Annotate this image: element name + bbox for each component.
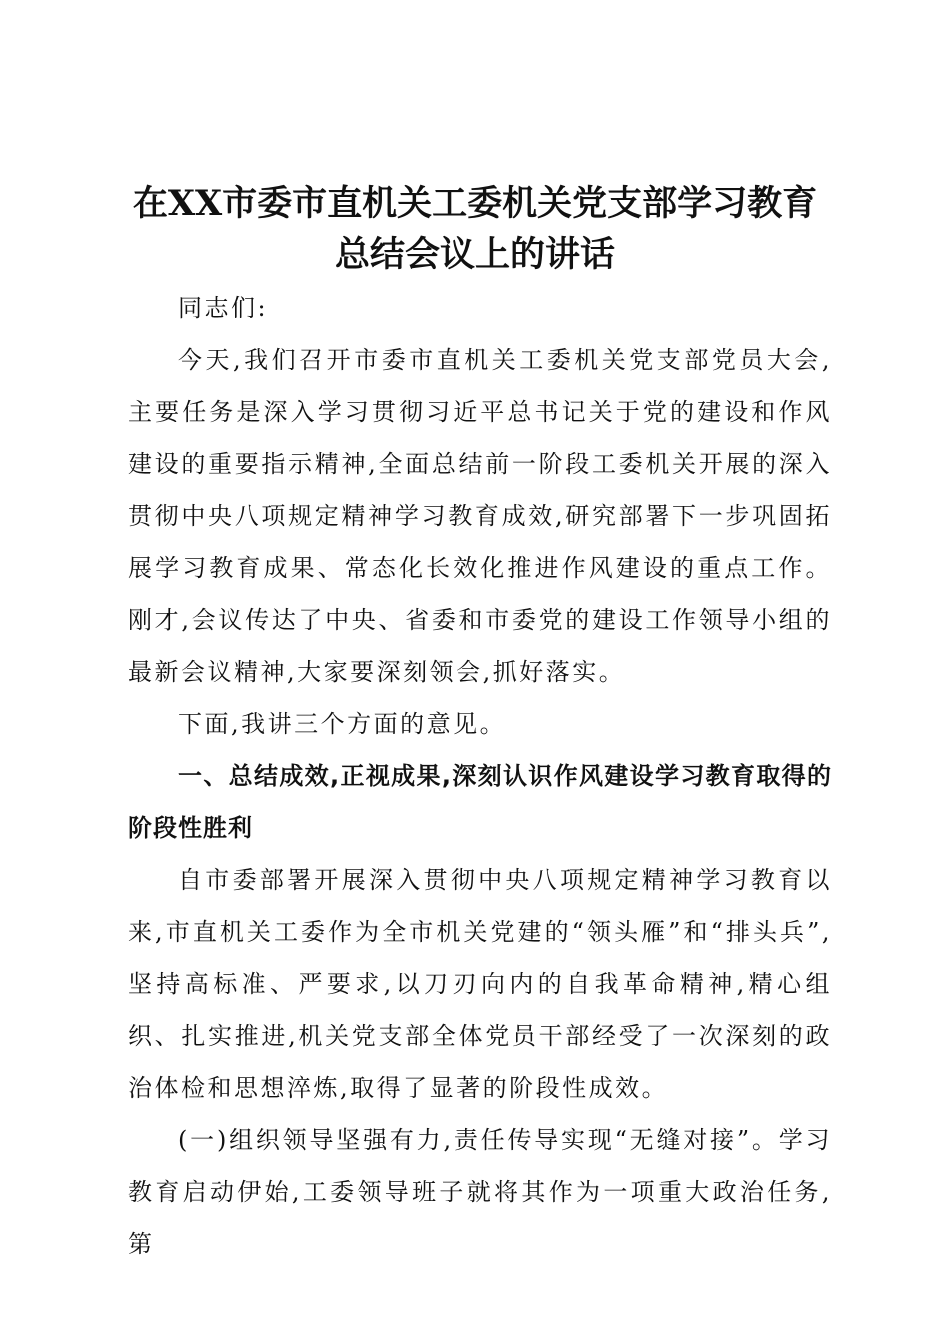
section-heading-1: 一、总结成效,正视成果,深刻认识作风建设学习教育取得的阶段性胜利: [128, 762, 832, 842]
document-body: [128, 282, 832, 1270]
document-title-line-1: 在XX市委市直机关工委机关党支部学习教育: [132, 183, 818, 224]
paragraph-opening: 今天,我们召开市委市直机关工委机关党支部党员大会,主要任务是深入学习贯彻习近平总书记关于党的建设和作风建设的重要指示精神,全面总结前一阶段工委机关开展的深入贯彻中央八项规定精神学习教育成效,研究部署下一步巩固拓展学习教育成果、常态化长效化推进作风建设的重点工作。刚才,会议传达了中央、省委和市委党的建设工作领导小组的最新会议精神,大家要深刻领会,抓好落实。: [128, 346, 832, 686]
paragraph-subsection-1: (一)组织领导坚强有力,责任传导实现“无缝对接”。学习教育启动伊始,工委领导班子就将其作为一项重大政治任务,第: [128, 1126, 832, 1258]
paragraph-outline: 下面,我讲三个方面的意见。: [178, 710, 507, 738]
document-title-line-2: 总结会议上的讲话: [334, 234, 615, 275]
paragraph-achievements: 自市委部署开展深入贯彻中央八项规定精神学习教育以来,市直机关工委作为全市机关党建的“领头雁”和“排头兵”,坚持高标准、严要求,以刀刃向内的自我革命精神,精心组织、扎实推进,机关党支部全体党员干部经受了一次深刻的政治体检和思想淬炼,取得了显著的阶段性成效。: [128, 866, 832, 1102]
salutation: 同志们:: [178, 294, 269, 322]
